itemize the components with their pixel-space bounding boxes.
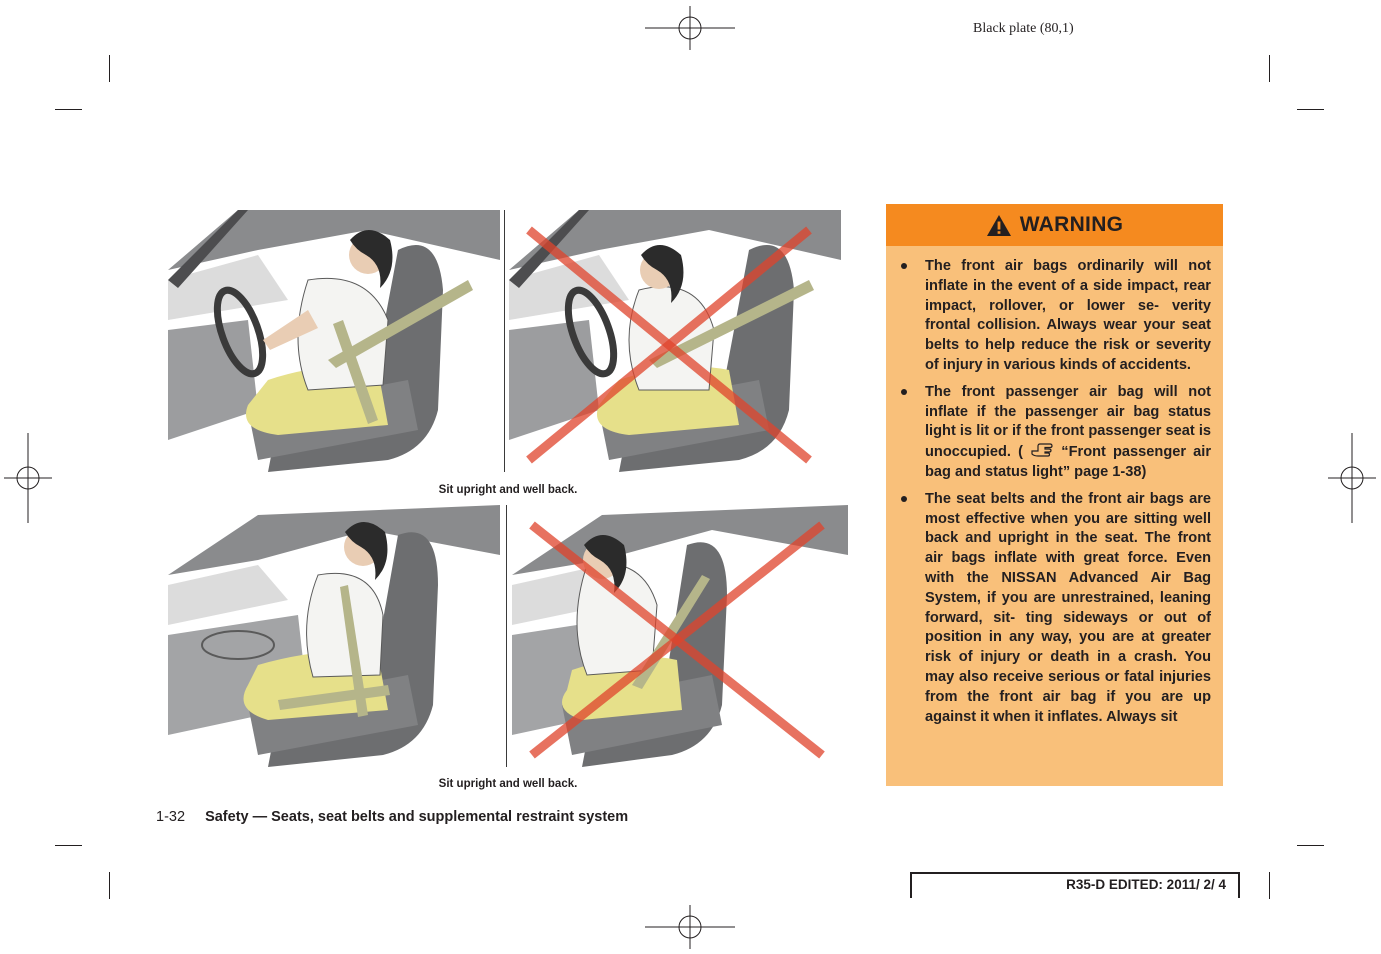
panel-divider bbox=[506, 505, 507, 767]
warning-title: WARNING bbox=[1019, 213, 1124, 236]
illustration-driver-leaning-incorrect bbox=[509, 210, 841, 474]
warning-item-text-main: The front passenger air bag will not inflate if the passenger air bag status light is lit or if the front passenger seat is unoccupied. bbox=[925, 383, 1211, 461]
illustration-passenger-leaning-incorrect bbox=[512, 505, 848, 769]
crop-mark bbox=[1269, 55, 1270, 82]
crop-mark bbox=[55, 845, 82, 846]
warning-item-text: The seat belts and the front air bags are most effective when you are sitting well back and upright in the seat. The front air bags inflate with great force. Even with the NISSAN Advanced Air Bag System, if you are unrestrained, leaning forward, sit- ting sideways or out of position in any way, you are at greater risk of injury or death in a crash. You may also receive serious or fatal injuries from the front air bag if you are up against it when it inflates. Always sit bbox=[925, 490, 1211, 725]
reference-link[interactable]: “Front passenger air bag and status light” page 1-38) bbox=[925, 444, 1212, 480]
warning-item-text: The front air bags ordinarily will not inflate in the event of a side impact, rear impact, rollover, or lower se- verity frontal collision. Always wear your seat belts to help reduce the risk or severity of injury in various kinds of accidents. bbox=[925, 258, 1211, 373]
crop-mark bbox=[109, 872, 110, 899]
warning-triangle-icon bbox=[986, 214, 1012, 237]
warning-item bbox=[898, 490, 1211, 728]
edited-stamp: R35-D EDITED: 2011/ 2/ 4 bbox=[1066, 877, 1226, 892]
reference-open: ( bbox=[1018, 444, 1023, 461]
registration-mark-icon bbox=[4, 433, 52, 523]
crop-mark bbox=[109, 55, 110, 82]
bullet-icon bbox=[901, 389, 907, 395]
bullet-icon bbox=[901, 496, 907, 502]
registration-mark-icon bbox=[645, 899, 735, 954]
warning-box bbox=[886, 204, 1223, 786]
caption-top: Sit upright and well back. bbox=[438, 484, 578, 496]
warning-item bbox=[898, 383, 1211, 483]
crop-mark bbox=[1297, 109, 1324, 110]
illustration-driver-upright bbox=[168, 210, 500, 474]
warning-header bbox=[886, 204, 1223, 246]
section-title: Safety — Seats, seat belts and supplemental restraint system bbox=[205, 809, 629, 825]
panel-divider bbox=[504, 210, 505, 472]
illustration-passenger-upright bbox=[168, 505, 500, 769]
warning-item-text bbox=[925, 383, 1211, 483]
warning-list bbox=[886, 246, 1223, 727]
plate-label: Black plate (80,1) bbox=[973, 21, 1074, 36]
registration-mark-icon bbox=[645, 0, 735, 56]
crop-mark bbox=[1269, 872, 1270, 899]
edited-stamp-box bbox=[910, 872, 1240, 898]
page-number: 1-32 bbox=[156, 809, 186, 825]
registration-mark-icon bbox=[1328, 433, 1376, 523]
pointing-hand-icon bbox=[1030, 442, 1054, 458]
bullet-icon bbox=[901, 263, 907, 269]
caption-bottom: Sit upright and well back. bbox=[438, 778, 578, 790]
crop-mark bbox=[55, 109, 82, 110]
crop-mark bbox=[1297, 845, 1324, 846]
page-footer bbox=[156, 809, 628, 825]
warning-item bbox=[898, 257, 1211, 376]
